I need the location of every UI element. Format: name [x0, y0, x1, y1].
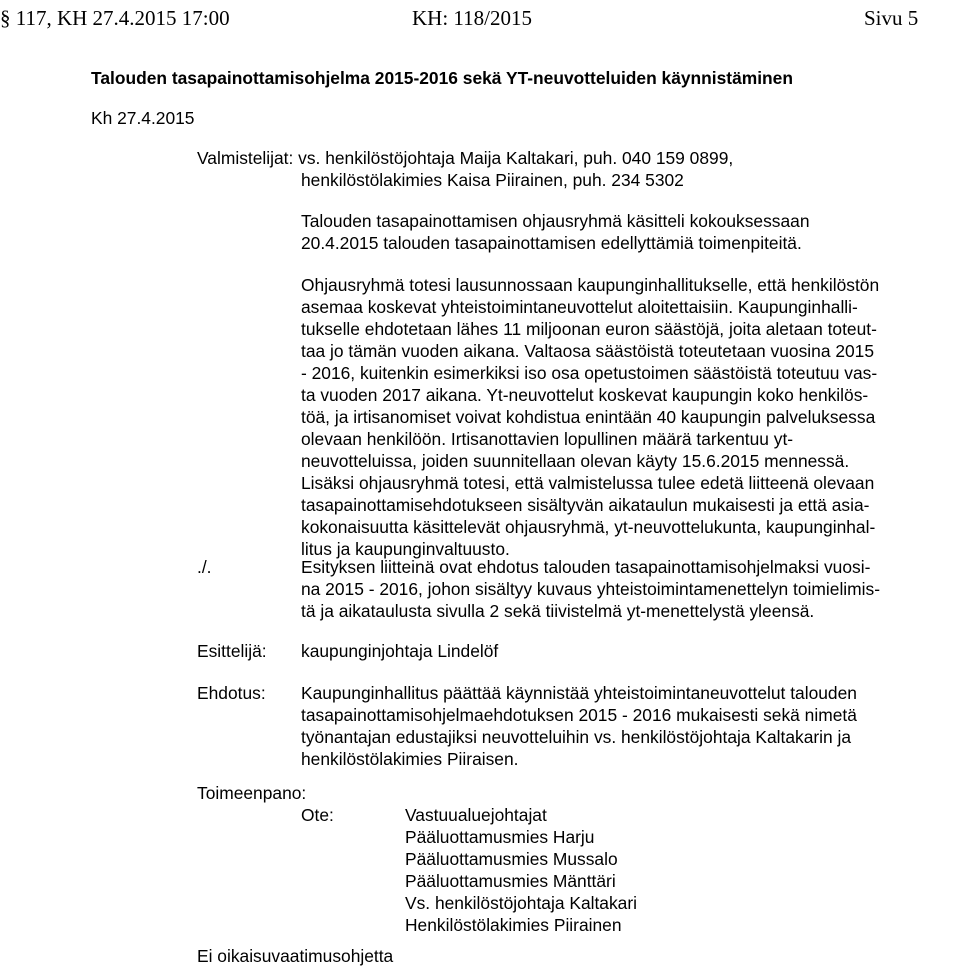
paragraph-line: 20.4.2015 talouden tasapainottamisen edellyttämiä toimenpiteitä.: [301, 233, 802, 253]
paragraph-line: olevaan henkilöön. Irtisanottavien lopullinen määrä tarkentuu yt-: [301, 429, 794, 449]
attachment-text: [301, 556, 880, 622]
paragraph-line: Lisäksi ohjausryhmä totesi, että valmistelussa tulee edetä liitteenä olevaan: [301, 473, 875, 493]
paragraph-2: [301, 274, 879, 560]
preparers-block: [197, 147, 733, 191]
extract-label: Ote:: [301, 805, 334, 825]
attachment-marker: ./.: [197, 557, 212, 577]
paragraph-line: töä, ja irtisanomiset voivat kohdistua enintään 40 kaupungin palveluksessa: [301, 407, 876, 427]
recipient-item: Pääluottamusmies Mänttäri: [405, 871, 616, 891]
recipient-item: Pääluottamusmies Harju: [405, 827, 595, 847]
proposal-label: Ehdotus:: [197, 683, 266, 703]
paragraph-line: henkilöstölakimies Piiraisen.: [301, 749, 519, 769]
paragraph-line: - 2016, kuitenkin esimerkiksi iso osa opetustoimen säästöistä toteutuu vas-: [301, 363, 878, 383]
presenter-label: Esittelijä:: [197, 641, 267, 661]
paragraph-line: tasapainottamisohjelmaehdotuksen 2015 - 2016 mukaisesti sekä nimetä: [301, 705, 857, 725]
recipient-list: [405, 804, 637, 936]
paragraph-line: Kaupunginhallitus päättää käynnistää yhteistoimintaneuvottelut talouden: [301, 683, 857, 703]
preparers-line: henkilöstölakimies Kaisa Piirainen, puh. 234 5302: [301, 170, 684, 190]
implementation-label: Toimeenpano:: [197, 783, 307, 803]
section-reference: § 117, KH 27.4.2015 17:00: [0, 6, 230, 30]
recipient-item: Henkilöstölakimies Piirainen: [405, 915, 622, 935]
paragraph-line: tukselle ehdotetaan lähes 11 miljoonan euron säästöjä, joita aletaan toteut-: [301, 319, 877, 339]
paragraph-line: kokonaisuutta käsittelevät ohjausryhmä, yt-neuvottelukunta, kaupunginhal-: [301, 517, 876, 537]
paragraph-line: tä ja aikataulusta sivulla 2 sekä tiivistelmä yt-menettelystä yleensä.: [301, 601, 815, 621]
paragraph-line: Esityksen liitteinä ovat ehdotus talouden tasapainottamisohjelmaksi vuosi-: [301, 557, 871, 577]
document-title: Talouden tasapainottamisohjelma 2015-2016 sekä YT-neuvotteluiden käynnistäminen: [91, 68, 793, 88]
paragraph-line: työnantajan edustajiksi neuvotteluihin vs. henkilöstöjohtaja Kaltakarin ja: [301, 727, 852, 747]
recipient-item: Pääluottamusmies Mussalo: [405, 849, 618, 869]
recipient-item: Vs. henkilöstöjohtaja Kaltakari: [405, 893, 638, 913]
paragraph-line: Talouden tasapainottamisen ohjausryhmä käsitteli kokouksessaan: [301, 211, 810, 231]
paragraph-line: asemaa koskevat yhteistoimintaneuvottelut aloitettaisiin. Kaupunginhalli-: [301, 297, 858, 317]
page-number: Sivu 5: [864, 6, 919, 30]
paragraph-1: [301, 210, 810, 254]
recipient-item: Vastuualuejohtajat: [405, 805, 547, 825]
paragraph-line: litus ja kaupunginvaltuusto.: [301, 539, 510, 559]
paragraph-line: Ohjausryhmä totesi lausunnossaan kaupunginhallitukselle, että henkilöstön: [301, 275, 880, 295]
paragraph-line: tasapainottamisehdotukseen sisältyvän aikataulun mukaisesti ja että asia-: [301, 495, 870, 515]
presenter-value: kaupunginjohtaja Lindelöf: [301, 641, 499, 661]
meeting-reference: Kh 27.4.2015: [91, 108, 195, 128]
paragraph-line: ta vuoden 2017 aikana. Yt-neuvottelut koskevat kaupungin koko henkilös-: [301, 385, 869, 405]
decision-number: KH: 118/2015: [412, 6, 532, 30]
preparers-line: Valmistelijat: vs. henkilöstöjohtaja Maija Kaltakari, puh. 040 159 0899,: [197, 148, 734, 168]
paragraph-line: na 2015 - 2016, johon sisältyy kuvaus yhteistoimintamenettelyn toimielimis-: [301, 579, 881, 599]
proposal-text: [301, 682, 857, 770]
paragraph-line: neuvotteluissa, joiden suunnitellaan olevan käyty 15.6.2015 mennessä.: [301, 451, 850, 471]
paragraph-line: taa jo tämän vuoden aikana. Valtaosa säästöistä toteutetaan vuosina 2015: [301, 341, 875, 361]
appeal-note: Ei oikaisuvaatimusohjetta: [197, 946, 394, 966]
